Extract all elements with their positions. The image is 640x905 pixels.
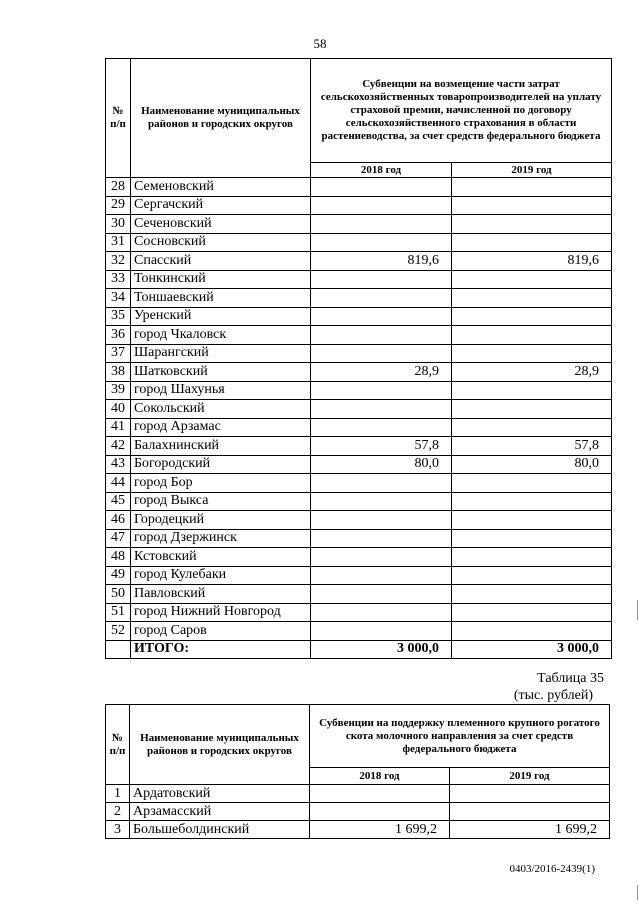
value-2018 (311, 215, 452, 234)
district-name: Спасский (131, 252, 311, 271)
row-number: 30 (106, 215, 131, 234)
value-2018 (311, 270, 452, 289)
value-2019 (452, 585, 612, 604)
value-2019 (452, 566, 612, 585)
table-row (106, 233, 612, 252)
row-number: 39 (106, 381, 131, 400)
value-2018 (311, 289, 452, 308)
value-2019: 1 699,2 (450, 821, 610, 839)
value-2018 (311, 400, 452, 419)
value-2019 (452, 474, 612, 493)
total-label: ИТОГО: (131, 640, 311, 659)
district-name: Семеновский (131, 178, 311, 197)
value-2018 (311, 196, 452, 215)
value-2018 (311, 603, 452, 622)
table-row (106, 455, 612, 474)
table-row (106, 566, 612, 585)
row-number: 32 (106, 252, 131, 271)
table-caption: Таблица 35 (537, 671, 604, 686)
value-2018 (311, 307, 452, 326)
row-number: 35 (106, 307, 131, 326)
value-2019 (452, 344, 612, 363)
table-row (106, 622, 612, 641)
value-2019 (450, 803, 610, 821)
value-2019 (452, 529, 612, 548)
value-2019 (452, 178, 612, 197)
district-name: Тонкинский (131, 270, 311, 289)
district-name: Сергачский (131, 196, 311, 215)
value-2018: 57,8 (311, 437, 452, 456)
district-name: город Кулебаки (131, 566, 311, 585)
total-number-cell (106, 640, 131, 659)
value-2019: 80,0 (452, 455, 612, 474)
row-number: 40 (106, 400, 131, 419)
row-number: 50 (106, 585, 131, 604)
column-header-number: № п/п (106, 59, 131, 178)
row-number: 47 (106, 529, 131, 548)
district-name: город Чкаловск (131, 326, 311, 345)
district-name: Кстовский (131, 548, 311, 567)
value-2019 (452, 603, 612, 622)
table-row (106, 418, 612, 437)
total-2019: 3 000,0 (452, 640, 612, 659)
row-number: 49 (106, 566, 131, 585)
district-name: Шарангский (131, 344, 311, 363)
value-2019 (452, 196, 612, 215)
row-number: 29 (106, 196, 131, 215)
total-2018: 3 000,0 (311, 640, 452, 659)
value-2019 (452, 381, 612, 400)
value-2018: 1 699,2 (310, 821, 450, 839)
row-number: 44 (106, 474, 131, 493)
value-2018 (311, 585, 452, 604)
table-row (106, 289, 612, 308)
table-row (106, 307, 612, 326)
value-2019 (452, 307, 612, 326)
column-header-number: № п/п (106, 705, 130, 785)
table-row (106, 821, 610, 839)
column-header-name: Наименование муниципальных районов и городских округов (131, 59, 311, 178)
row-number: 37 (106, 344, 131, 363)
value-2019 (452, 215, 612, 234)
value-2018 (311, 566, 452, 585)
row-number: 28 (106, 178, 131, 197)
district-name: город Бор (131, 474, 311, 493)
row-number: 38 (106, 363, 131, 382)
value-2019 (452, 548, 612, 567)
row-number: 46 (106, 511, 131, 530)
column-header-2018: 2018 год (310, 768, 450, 785)
table-row (106, 511, 612, 530)
district-name: Богородский (131, 455, 311, 474)
district-name: Сосновский (131, 233, 311, 252)
page-number: 58 (313, 36, 327, 51)
district-name: Сеченовский (131, 215, 311, 234)
table-row (106, 196, 612, 215)
value-2018 (311, 622, 452, 641)
column-header-2019: 2019 год (450, 768, 610, 785)
table-row (106, 437, 612, 456)
district-name: Городецкий (131, 511, 311, 530)
table-row (106, 603, 612, 622)
district-name: город Дзержинск (131, 529, 311, 548)
row-number: 3 (106, 821, 130, 839)
column-header-name: Наименование муниципальных районов и городских округов (130, 705, 310, 785)
table-row (106, 178, 612, 197)
district-name: город Нижний Новгород (131, 603, 311, 622)
value-2019 (450, 785, 610, 803)
row-number: 52 (106, 622, 131, 641)
value-2018 (311, 418, 452, 437)
value-2019 (452, 492, 612, 511)
table-row (106, 363, 612, 382)
district-name: Тоншаевский (131, 289, 311, 308)
value-2018 (311, 326, 452, 345)
district-name: Шатковский (131, 363, 311, 382)
value-2018 (311, 233, 452, 252)
value-2018 (311, 381, 452, 400)
table-row (106, 252, 612, 271)
scan-edge-mark (637, 600, 638, 620)
row-number: 34 (106, 289, 131, 308)
row-number: 51 (106, 603, 131, 622)
row-number: 42 (106, 437, 131, 456)
value-2018 (311, 548, 452, 567)
column-header-2019: 2019 год (452, 163, 612, 178)
value-2018 (310, 803, 450, 821)
row-number: 1 (106, 785, 130, 803)
value-2019 (452, 233, 612, 252)
table-row (106, 529, 612, 548)
value-2019 (452, 622, 612, 641)
row-number: 36 (106, 326, 131, 345)
subsidy-table-crop-insurance (105, 58, 612, 659)
table-row (106, 215, 612, 234)
row-number: 41 (106, 418, 131, 437)
value-2019: 57,8 (452, 437, 612, 456)
value-2018 (310, 785, 450, 803)
table-row (106, 548, 612, 567)
district-name: Балахнинский (131, 437, 311, 456)
district-name: город Выкса (131, 492, 311, 511)
table-row (106, 270, 612, 289)
table-row (106, 381, 612, 400)
table-row (106, 400, 612, 419)
value-2018 (311, 178, 452, 197)
row-number: 45 (106, 492, 131, 511)
column-header-subsidy: Субвенции на поддержку племенного крупного рогатого скота молочного направления за счет средств федерального бюджета (310, 705, 610, 768)
value-2018 (311, 529, 452, 548)
value-2018: 28,9 (311, 363, 452, 382)
district-name: Уренский (131, 307, 311, 326)
value-2019 (452, 326, 612, 345)
table-row (106, 585, 612, 604)
row-number: 31 (106, 233, 131, 252)
table-row (106, 326, 612, 345)
value-2018 (311, 511, 452, 530)
value-2019 (452, 511, 612, 530)
district-name: город Саров (131, 622, 311, 641)
value-2018: 819,6 (311, 252, 452, 271)
subsidy-table-dairy-cattle (105, 704, 610, 839)
value-2019 (452, 400, 612, 419)
district-name: город Арзамас (131, 418, 311, 437)
value-2018 (311, 344, 452, 363)
district-name: Сокольский (131, 400, 311, 419)
value-2019 (452, 270, 612, 289)
value-2019: 819,6 (452, 252, 612, 271)
district-name: Павловский (131, 585, 311, 604)
district-name: Арзамасский (130, 803, 310, 821)
scan-edge-mark (637, 885, 638, 900)
district-name: Большеболдинский (130, 821, 310, 839)
row-number: 48 (106, 548, 131, 567)
value-2018 (311, 492, 452, 511)
document-code: 0403/2016-2439(1) (509, 863, 595, 875)
value-2019: 28,9 (452, 363, 612, 382)
total-row (106, 640, 612, 659)
row-number: 2 (106, 803, 130, 821)
value-2018: 80,0 (311, 455, 452, 474)
value-2018 (311, 474, 452, 493)
district-name: город Шахунья (131, 381, 311, 400)
row-number: 43 (106, 455, 131, 474)
table-row (106, 344, 612, 363)
value-2019 (452, 289, 612, 308)
row-number: 33 (106, 270, 131, 289)
table-row (106, 785, 610, 803)
value-2019 (452, 418, 612, 437)
table-row (106, 803, 610, 821)
table-row (106, 474, 612, 493)
table-units: (тыс. рублей) (513, 688, 593, 703)
column-header-subsidy: Субвенции на возмещение части затрат сельскохозяйственных товаропроизводителей на уплату страховой премии, начисленной по договору сельскохозяйственного страхования в области растениеводства, за счет средств федерального бюджета (311, 59, 612, 163)
table-row (106, 492, 612, 511)
district-name: Ардатовский (130, 785, 310, 803)
column-header-2018: 2018 год (311, 163, 452, 178)
